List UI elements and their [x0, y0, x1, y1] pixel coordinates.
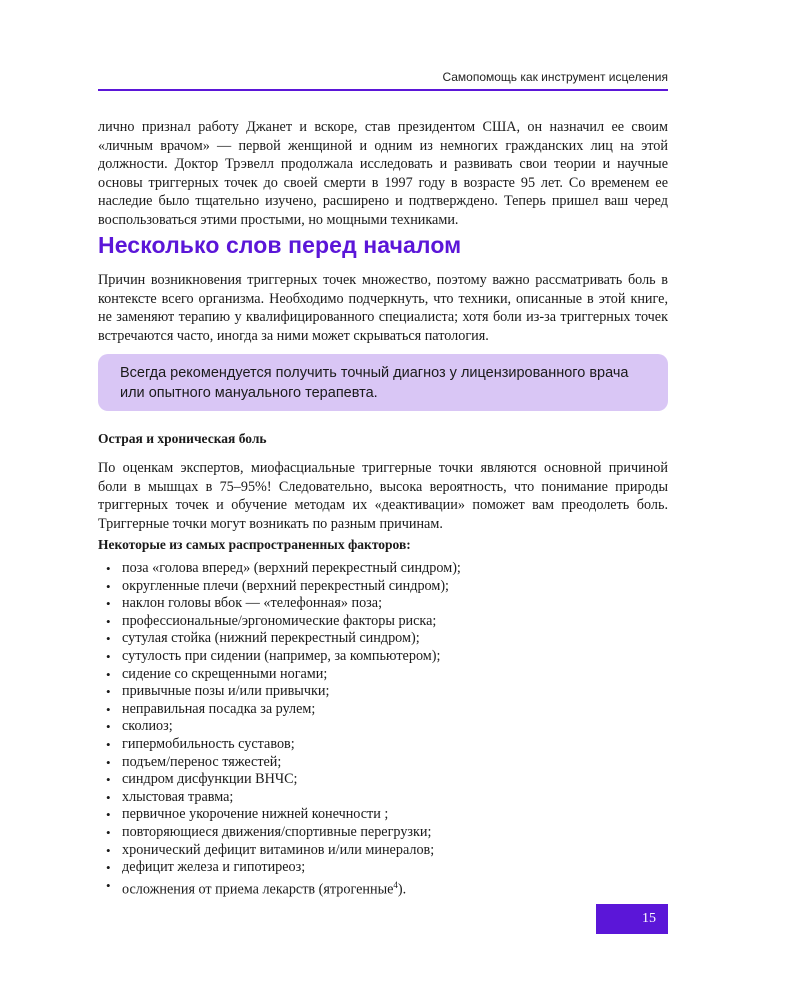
list-item: • профессиональные/эргономические факторы риска;: [106, 612, 437, 629]
bullet-icon: •: [106, 719, 111, 735]
footnote-ref[interactable]: 4: [393, 879, 398, 890]
running-head: Самопомощь как инструмент исцеления: [442, 70, 668, 84]
bullet-icon: •: [106, 842, 111, 858]
bullet-icon: •: [106, 596, 111, 612]
list-item: • округленные плечи (верхний перекрестный синдром);: [106, 577, 450, 594]
bullet-icon: •: [106, 824, 111, 840]
list-item: • синдром дисфункции ВНЧС;: [106, 771, 298, 788]
bullet-icon: •: [106, 666, 111, 682]
list-item: • сколиоз;: [106, 718, 173, 735]
bullet-icon: •: [106, 754, 111, 770]
callout-text: Всегда рекомендуется получить точный диагноз у лицензированного врача или опытного мануального терапевта.: [120, 365, 629, 401]
list-item: • хронический дефицит витаминов и/или минералов;: [106, 841, 435, 858]
list-item: • повторяющиеся движения/спортивные перегрузки;: [106, 823, 432, 840]
list-item: • неправильная посадка за рулем;: [106, 700, 316, 717]
list-item: • наклон головы вбок — «телефонная» поза;: [106, 595, 383, 612]
list-item: • осложнения от приема лекарств (ятрогенные$^4$).: [106, 877, 407, 898]
bullet-icon: •: [106, 613, 111, 629]
list-item: • первичное укорочение нижней конечности ;: [106, 806, 389, 823]
bullet-icon: •: [106, 789, 111, 805]
bullet-icon: •: [106, 561, 111, 576]
header-rule: [98, 89, 668, 91]
list-item: • дефицит железа и гипотиреоз;: [106, 859, 306, 876]
bullet-icon: •: [106, 631, 111, 647]
bullet-icon: •: [106, 736, 111, 752]
bullet-icon: •: [106, 701, 111, 717]
bullet-icon: •: [106, 684, 111, 700]
paragraph-before-start: Причин возникновения триггерных точек множество, поэтому важно рассматривать боль в контексте всего организма. Необходимо подчеркнуть, что техники, описанные в этой книге, не заменяют терапию у квалифицированного специалиста; хотя боли из-за триггерных точек встречаются часто, иногда за ними может скрываться патология.: [98, 272, 668, 344]
bullet-icon: •: [106, 772, 111, 788]
bullet-icon: •: [106, 807, 111, 823]
list-item: • сидение со скрещенными ногами;: [106, 665, 328, 682]
list-item: • подъем/перенос тяжестей;: [106, 753, 282, 770]
section-title: Несколько слов перед началом: [98, 232, 462, 258]
callout-box: [98, 354, 668, 411]
list-item: • поза «голова вперед» (верхний перекрестный синдром);: [106, 560, 461, 576]
paragraph-acute-chronic: По оценкам экспертов, миофасциальные триггерные точки являются основной причиной боли в мышцах в 75–95%! Следовательно, высока вероятность, что понимание природы триггерных точек и обучение методам их «деактивации» поможет вам преодолеть боль. Триггерные точки могут возникать по разным причинам.: [98, 460, 668, 532]
page-number: 15: [642, 911, 656, 926]
list-item: • сутулая стойка (нижний перекрестный синдром);: [106, 630, 420, 647]
list-item: • привычные позы и/или привычки;: [106, 683, 330, 700]
page-number-box: [596, 904, 668, 934]
list-item: • хлыстовая травма;: [106, 788, 234, 805]
list-item: • гипермобильность суставов;: [106, 735, 295, 752]
subheading-factors: Некоторые из самых распространенных факторов:: [98, 537, 411, 552]
paragraph-intro: лично признал работу Джанет и вскоре, став президентом США, он назначил ее своим «личным врачом» — первой женщиной и одним из немногих гражданских лиц на этой должности. Доктор Трэвелл продолжала исследовать и развивать свои теории и научные основы триггерных точек до своей смерти в 1997 году в возрасте 95 лет. Со временем ее наследие было тщательно изучено, расширено и подтверждено. Теперь пришел ваш черед воспользоваться этими простыми, но мощными техниками.: [98, 119, 668, 228]
list-item: • сутулость при сидении (например, за компьютером);: [106, 647, 441, 664]
bullet-icon: •: [106, 578, 111, 594]
bullet-icon: •: [106, 860, 111, 876]
subheading-acute-chronic: Острая и хроническая боль: [98, 431, 267, 446]
bullet-icon: •: [106, 648, 111, 664]
bullet-icon: •: [106, 877, 111, 893]
factor-list: [98, 560, 668, 898]
